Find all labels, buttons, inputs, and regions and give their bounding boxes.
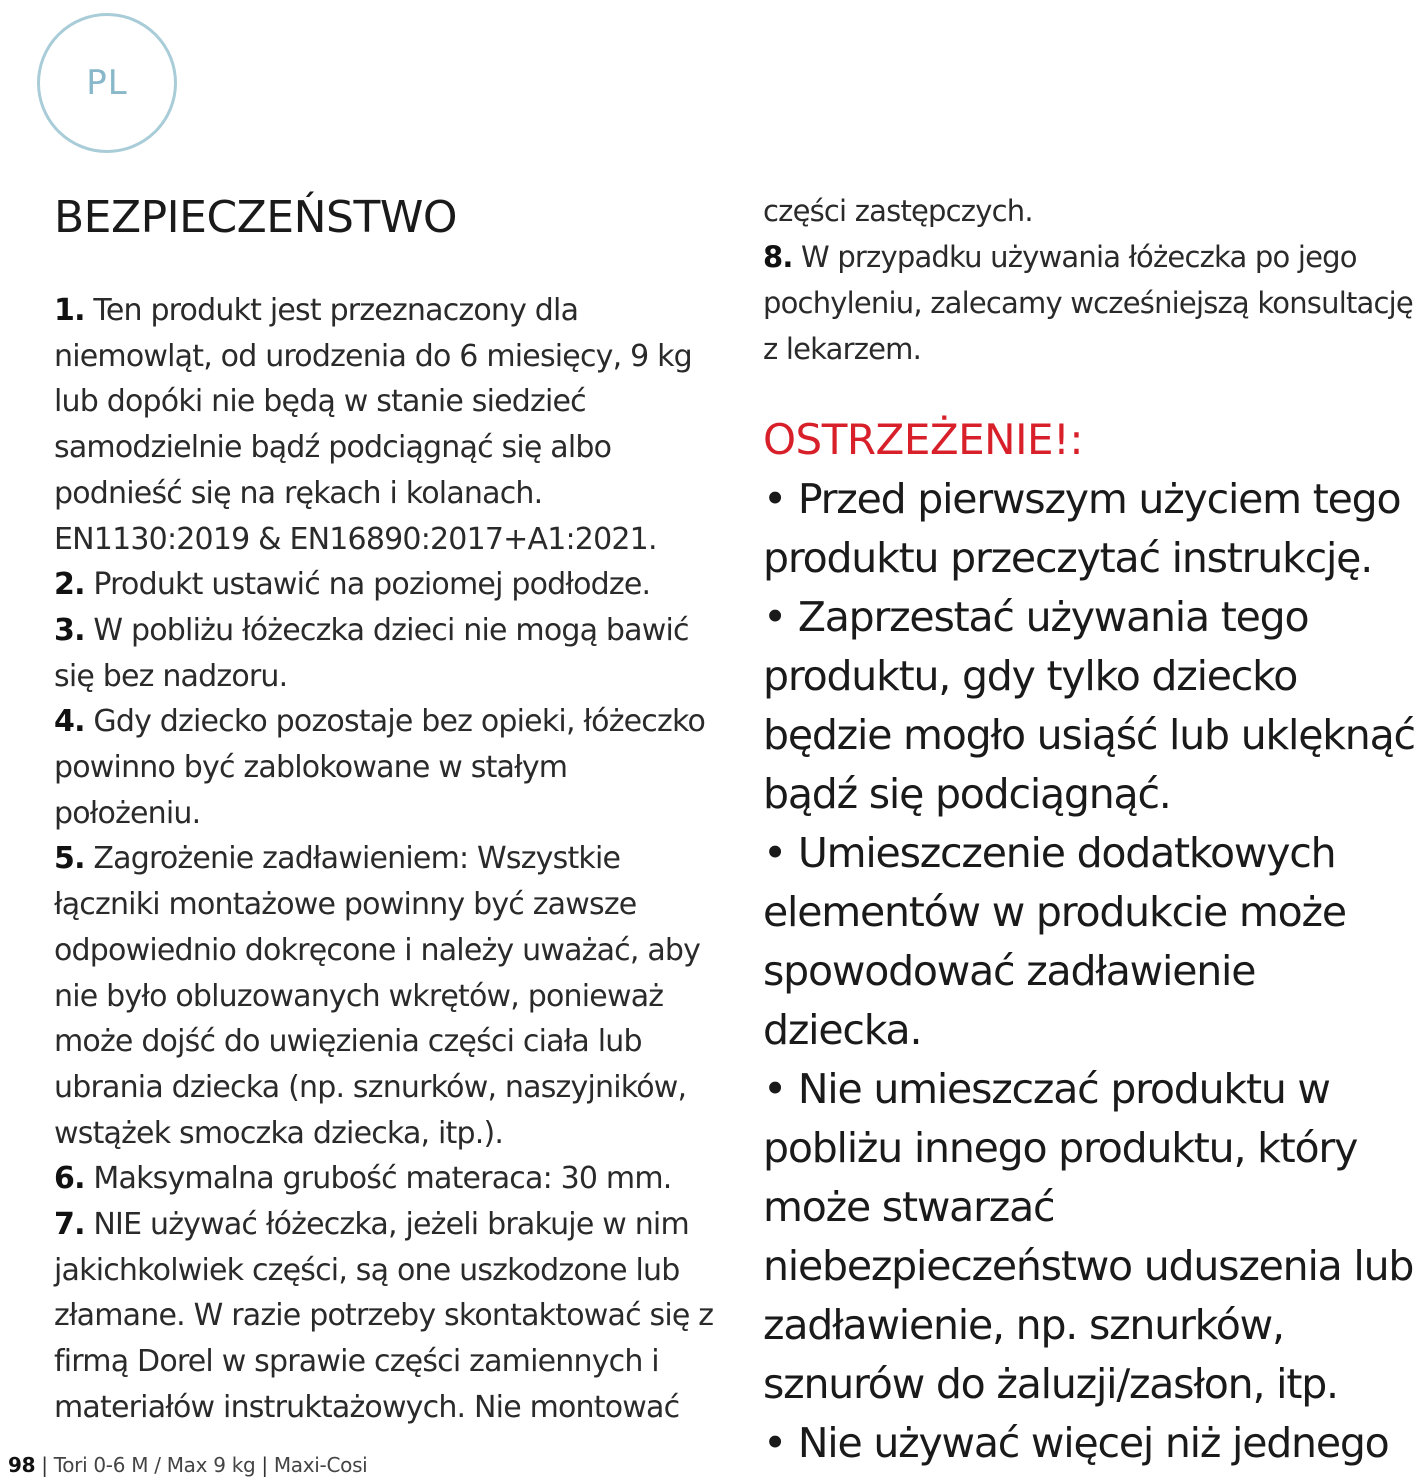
- warning-item: • Umieszczenie dodatkowych elementów w produkcie może spowodować zadławienie dziecka.: [763, 829, 1346, 1054]
- page-number: 98: [8, 1453, 36, 1477]
- safety-item: 3. W pobliżu łóżeczka dzieci nie mogą bawić się bez nadzoru.: [54, 612, 689, 694]
- warning-item: • Nie używać więcej niż jednego: [763, 1419, 1389, 1467]
- warning-item: • Nie umieszczać produktu w pobliżu innego produktu, który może stwarzać niebezpieczeństwo uduszenia lub zadławienie, np. sznurków, sznurów do żaluzji/zasłon, itp.: [763, 1065, 1414, 1408]
- safety-item: 2. Produkt ustawić na poziomej podłodze.: [54, 567, 651, 603]
- brand-name: Maxi-Cosi: [273, 1453, 368, 1477]
- language-badge: [37, 13, 177, 153]
- safety-item-continuation: części zastępczych.: [763, 194, 1033, 228]
- safety-list-right: [763, 188, 1418, 372]
- page-footer: [8, 1452, 367, 1478]
- footer-divider: |: [261, 1453, 268, 1477]
- safety-item: 7. NIE używać łóżeczka, jeżeli brakuje w nim jakichkolwiek części, są one uszkodzone lub złamane. W razie potrzeby skontaktować się z firmą Dorel w sprawie części zamiennych i materiałów instruktażowych. Nie montować: [54, 1207, 714, 1425]
- safety-item: 8. W przypadku używania łóżeczka po jego pochyleniu, zalecamy wcześniejszą konsultację z lekarzem.: [763, 240, 1413, 366]
- safety-list-left: [54, 288, 714, 1431]
- safety-item: 4. Gdy dziecko pozostaje bez opieki, łóżeczko powinno być zablokowane w stałym położeniu.: [54, 704, 705, 831]
- section-heading-safety: BEZPIECZEŃSTWO: [54, 192, 457, 243]
- product-name: Tori 0-6 M / Max 9 kg: [53, 1453, 256, 1477]
- safety-item: 6. Maksymalna grubość materaca: 30 mm.: [54, 1161, 672, 1197]
- safety-item: 1. Ten produkt jest przeznaczony dla niemowląt, od urodzenia do 6 miesięcy, 9 kg lub dopóki nie będą w stanie siedzieć samodzielnie bądź podciągnąć się albo podnieść się na rękach i kolanach. EN1130:2019 & EN16890:2017+A1:2021.: [54, 293, 692, 557]
- warning-item: • Zaprzestać używania tego produktu, gdy tylko dziecko będzie mogło usiąść lub uklęknąć bądź się podciągnąć.: [763, 593, 1415, 818]
- warning-item: • Przed pierwszym użyciem tego produktu przeczytać instrukcję.: [763, 475, 1401, 582]
- language-code: PL: [86, 63, 128, 103]
- warning-heading: OSTRZEŻENIE!:: [763, 415, 1084, 464]
- warning-list: [763, 470, 1418, 1473]
- safety-item: 5. Zagrożenie zadławieniem: Wszystkie łączniki montażowe powinny być zawsze odpowiednio dokręcone i należy uważać, aby nie było obluzowanych wkrętów, ponieważ może dojść do uwięzienia części ciała lub ubrania dziecka (np. sznurków, naszyjników, wstążek smoczka dziecka, itp.).: [54, 841, 701, 1151]
- footer-divider: |: [41, 1453, 48, 1477]
